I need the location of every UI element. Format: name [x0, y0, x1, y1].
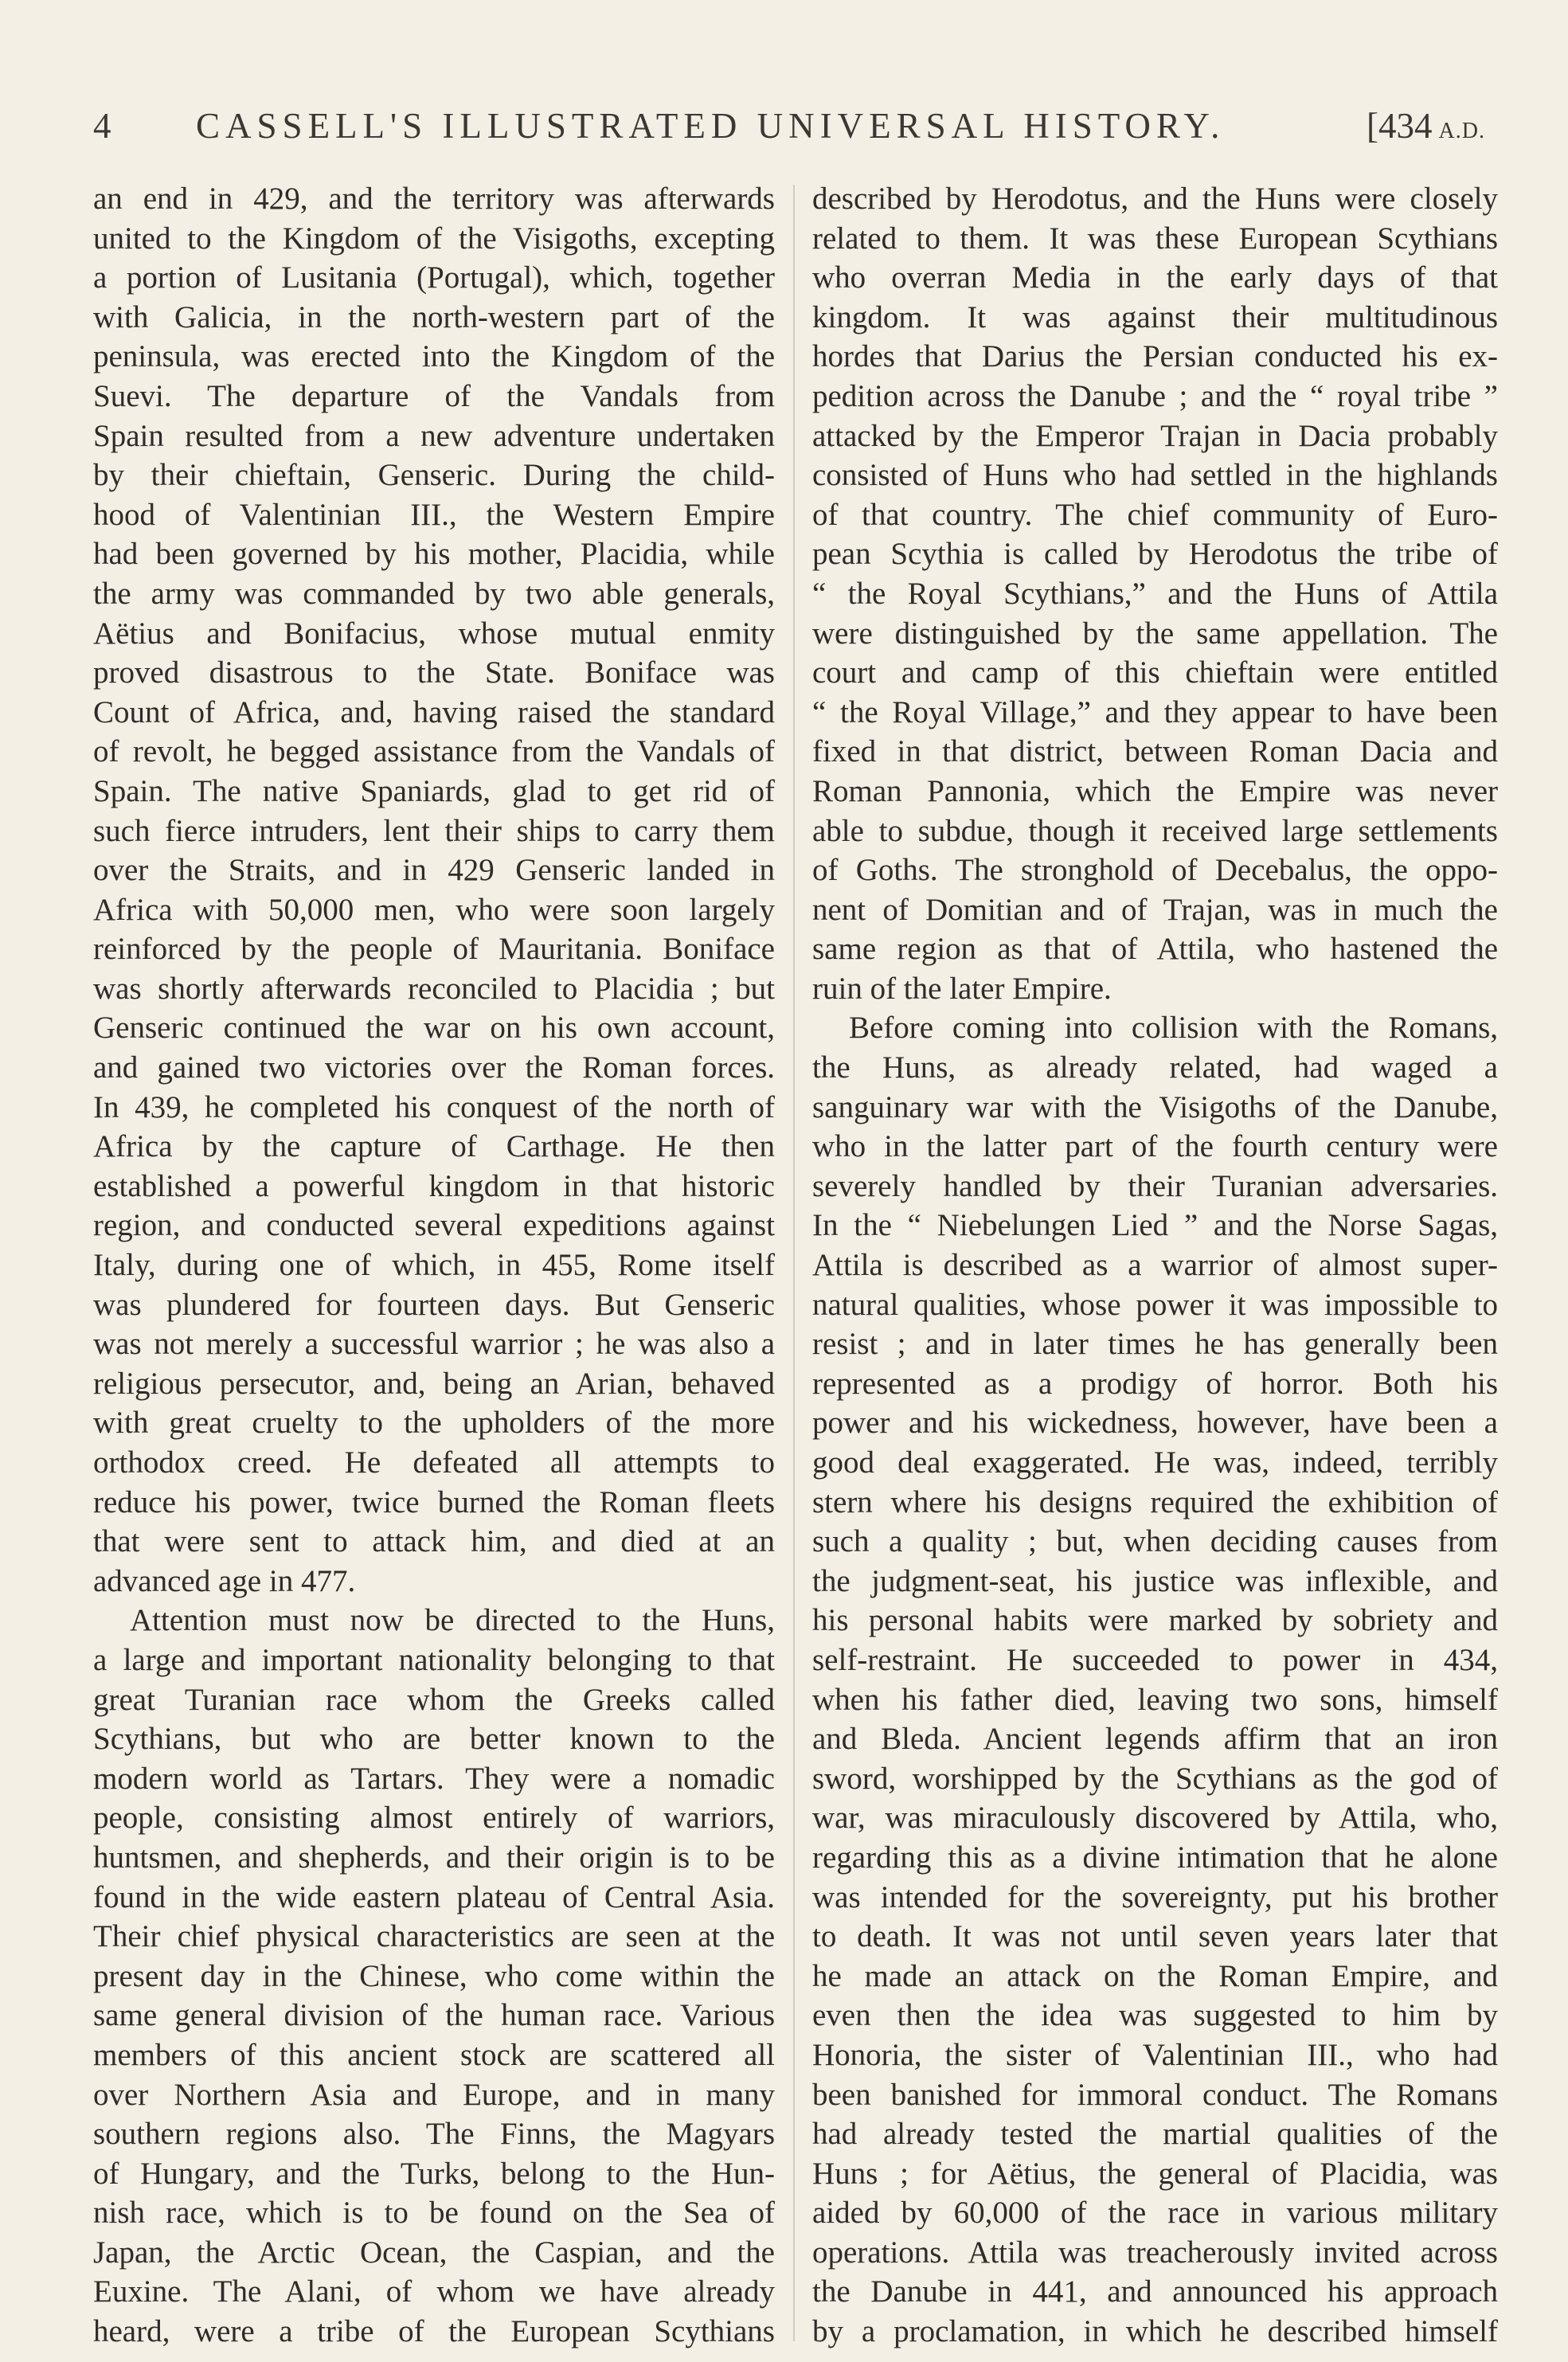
text-line	[812, 574, 1498, 614]
line-text: with Galicia, in the north-western part of the	[93, 299, 775, 334]
line-text: Scythians, but who are better known to the	[93, 1722, 775, 1757]
line-text: Their chief physical characteristics are seen at the	[93, 1919, 775, 1954]
line-text: sword, worshipped by the Scythians as the god of	[812, 1761, 1498, 1796]
text-line	[812, 1167, 1498, 1206]
text-line	[812, 1088, 1498, 1128]
running-date-era: A.D.	[1438, 119, 1485, 143]
line-text: was shortly afterwards reconciled to Placidia ; but	[93, 971, 775, 1006]
text-line	[812, 495, 1498, 535]
text-line	[93, 534, 775, 574]
line-text: good deal exaggerated. He was, indeed, terribly	[812, 1445, 1498, 1480]
line-text: Africa by the capture of Carthage. He then	[93, 1129, 775, 1164]
text-line	[93, 574, 775, 614]
text-line	[812, 258, 1498, 298]
line-text: fixed in that district, between Roman Dacia and	[812, 734, 1498, 769]
line-text: of revolt, he begged assistance from the Vandals of	[93, 734, 775, 769]
line-text: religious persecutor, and, being an Arian, behaved	[93, 1366, 775, 1401]
line-text: “ the Royal Village,” and they appear to have been	[812, 694, 1498, 729]
line-text: severely handled by their Turanian adversaries.	[812, 1168, 1498, 1203]
text-line	[93, 653, 775, 693]
line-text: Spain resulted from a new adventure undertaken	[93, 418, 775, 453]
line-text: an end in 429, and the territory was afterwards	[93, 182, 775, 216]
text-line	[93, 2114, 775, 2154]
line-text: natural qualities, whose power it was impossible to	[812, 1287, 1498, 1322]
line-text: power and his wickedness, however, have been a	[812, 1406, 1498, 1441]
line-text: same general division of the human race. Various	[93, 1998, 775, 2033]
text-line	[93, 1798, 775, 1838]
line-text: modern world as Tartars. They were a nomadic	[93, 1761, 775, 1796]
line-text: nent of Domitian and of Trajan, was in much the	[812, 892, 1498, 927]
text-line	[93, 2193, 775, 2233]
page-number: 4	[93, 106, 111, 146]
line-text: Roman Pannonia, which the Empire was never	[812, 773, 1498, 808]
line-text: by their chieftain, Genseric. During the child-	[93, 458, 775, 493]
text-line	[812, 1206, 1498, 1246]
text-line	[812, 2312, 1498, 2352]
line-text: the judgment-seat, his justice was inflexible, and	[812, 1563, 1498, 1598]
paragraph	[812, 179, 1498, 1008]
running-date	[1367, 108, 1485, 144]
line-text: Spain. The native Spaniards, glad to get rid of	[93, 773, 775, 808]
line-text: found in the wide eastern plateau of Central Asia.	[93, 1879, 775, 1914]
text-line	[812, 1957, 1498, 1996]
line-text: by a proclamation, in which he described himself	[812, 2314, 1498, 2349]
line-text: Italy, during one of which, in 455, Rome itself	[93, 1248, 775, 1283]
line-text: Before coming into collision with the Romans,	[849, 1011, 1498, 1046]
text-line	[93, 1206, 775, 1246]
line-text: a large and important nationality belonging to that	[93, 1642, 775, 1677]
running-title: CASSELL'S ILLUSTRATED UNIVERSAL HISTORY.	[196, 106, 1226, 146]
line-text: same region as that of Attila, who hastened the	[812, 932, 1498, 967]
text-line	[812, 1403, 1498, 1443]
line-text: hordes that Darius the Persian conducted his ex-	[812, 339, 1498, 374]
line-text: advanced age in 477.	[93, 1563, 356, 1598]
text-line	[812, 1048, 1498, 1088]
running-date-year: [434	[1367, 106, 1433, 146]
text-line	[93, 1719, 775, 1759]
text-line	[93, 1957, 775, 1996]
line-text: resist ; and in later times he has generally been	[812, 1327, 1498, 1362]
line-text: of that country. The chief community of Euro-	[812, 497, 1498, 532]
text-line	[812, 1759, 1498, 1799]
line-text: war, was miraculously discovered by Attila, who,	[812, 1801, 1498, 1836]
line-text: present day in the Chinese, who come within the	[93, 1958, 775, 1993]
text-line	[93, 1443, 775, 1483]
line-text: proved disastrous to the State. Boniface was	[93, 655, 775, 690]
line-text: Euxine. The Alani, of whom we have already	[93, 2274, 775, 2309]
line-text: over Northern Asia and Europe, and in many	[93, 2077, 775, 2112]
line-text: over the Straits, and in 429 Genseric landed in	[93, 853, 775, 888]
text-line	[812, 1878, 1498, 1918]
text-line	[812, 1324, 1498, 1364]
text-line	[812, 2272, 1498, 2312]
text-line	[93, 1167, 775, 1206]
text-line	[93, 179, 775, 219]
text-line	[812, 2075, 1498, 2115]
text-line	[812, 1917, 1498, 1957]
text-line	[812, 219, 1498, 259]
line-text: sanguinary war with the Visigoths of the Danube,	[812, 1089, 1498, 1124]
line-text: self-restraint. He succeeded to power in 434,	[812, 1642, 1498, 1677]
text-line	[812, 969, 1498, 1009]
line-text: with great cruelty to the upholders of the more	[93, 1406, 775, 1441]
text-line	[812, 1008, 1498, 1048]
text-line	[93, 2272, 775, 2312]
text-line	[93, 337, 775, 377]
text-line	[93, 1088, 775, 1128]
text-line	[93, 1562, 775, 1601]
line-text: Genseric continued the war on his own account,	[93, 1011, 775, 1046]
line-text: In 439, he completed his conquest of the north of	[93, 1089, 775, 1124]
line-text: his personal habits were marked by sobriety and	[812, 1603, 1498, 1638]
text-line	[93, 890, 775, 930]
line-text: was intended for the sovereignty, put his brother	[812, 1879, 1498, 1914]
text-line	[812, 1601, 1498, 1640]
line-text: of Hungary, and the Turks, belong to the Hun-	[93, 2156, 775, 2191]
text-line	[93, 1601, 775, 1640]
line-text: and Bleda. Ancient legends affirm that an iron	[812, 1722, 1498, 1757]
text-line	[812, 416, 1498, 456]
line-text: attacked by the Emperor Trajan in Dacia probably	[812, 418, 1498, 453]
text-line	[93, 1483, 775, 1523]
text-line	[93, 377, 775, 416]
text-line	[812, 851, 1498, 890]
text-line	[812, 653, 1498, 693]
line-text: related to them. It was these European Scythians	[812, 221, 1498, 256]
line-text: when his father died, leaving two sons, himself	[812, 1682, 1498, 1717]
right-column	[812, 179, 1498, 2352]
line-text: members of this ancient stock are scattered all	[93, 2037, 775, 2072]
text-line	[812, 2154, 1498, 2194]
line-text: orthodox creed. He defeated all attempts to	[93, 1445, 775, 1480]
text-line	[93, 2154, 775, 2194]
text-line	[93, 416, 775, 456]
text-line	[93, 1838, 775, 1878]
text-line	[812, 1364, 1498, 1404]
text-line	[93, 969, 775, 1009]
line-text: even then the idea was suggested to him by	[812, 1998, 1498, 2033]
line-text: who overran Media in the early days of that	[812, 260, 1498, 295]
line-text: that were sent to attack him, and died at an	[93, 1524, 775, 1559]
text-line	[93, 1640, 775, 1680]
text-line	[93, 1285, 775, 1325]
line-text: the army was commanded by two able generals,	[93, 576, 775, 611]
line-text: were distinguished by the same appellation. The	[812, 616, 1498, 651]
line-text: was plundered for fourteen days. But Genseric	[93, 1287, 775, 1322]
line-text: described by Herodotus, and the Huns were closely	[812, 182, 1498, 216]
text-line	[93, 219, 775, 259]
line-text: who in the latter part of the fourth century were	[812, 1129, 1498, 1164]
text-line	[93, 1048, 775, 1088]
line-text: court and camp of this chieftain were entitled	[812, 655, 1498, 690]
line-text: was not merely a successful warrior ; he was also a	[93, 1327, 775, 1362]
line-text: huntsmen, and shepherds, and their origin is to be	[93, 1840, 775, 1875]
text-line	[93, 929, 775, 969]
text-line	[93, 1996, 775, 2035]
text-line	[812, 2193, 1498, 2233]
line-text: he made an attack on the Roman Empire, and	[812, 1958, 1498, 1993]
text-line	[812, 1562, 1498, 1601]
text-line	[93, 1127, 775, 1167]
line-text: people, consisting almost entirely of warriors,	[93, 1801, 775, 1836]
text-line	[93, 2035, 775, 2075]
line-text: established a powerful kingdom in that historic	[93, 1168, 775, 1203]
line-text: had already tested the martial qualities of the	[812, 2117, 1498, 2152]
line-text: great Turanian race whom the Greeks called	[93, 1682, 775, 1717]
text-line	[812, 693, 1498, 733]
line-text: of Goths. The stronghold of Decebalus, the oppo-	[812, 853, 1498, 888]
text-line	[93, 1324, 775, 1364]
line-text: such fierce intruders, lent their ships to carry them	[93, 813, 775, 848]
text-line	[812, 377, 1498, 416]
text-line	[93, 2075, 775, 2115]
text-line	[812, 534, 1498, 574]
text-line	[812, 1640, 1498, 1680]
text-line	[812, 298, 1498, 338]
line-text: heard, were a tribe of the European Scythians	[93, 2314, 775, 2349]
line-text: peninsula, was erected into the Kingdom of the	[93, 339, 775, 374]
text-line	[812, 929, 1498, 969]
text-line	[812, 1522, 1498, 1562]
text-line	[93, 2233, 775, 2273]
text-line	[812, 179, 1498, 219]
text-line	[93, 1522, 775, 1562]
line-text: pedition across the Danube ; and the “ royal tribe ”	[812, 378, 1498, 413]
line-text: aided by 60,000 of the race in various military	[812, 2196, 1498, 2231]
line-text: nish race, which is to be found on the Sea of	[93, 2196, 775, 2231]
line-text: such a quality ; but, when deciding causes from	[812, 1524, 1498, 1559]
text-line	[812, 614, 1498, 654]
line-text: region, and conducted several expeditions against	[93, 1208, 775, 1243]
text-line	[812, 1443, 1498, 1483]
text-line	[812, 1483, 1498, 1523]
text-line	[812, 2233, 1498, 2273]
line-text: southern regions also. The Finns, the Magyars	[93, 2117, 775, 2152]
line-text: to death. It was not until seven years later that	[812, 1919, 1498, 1954]
line-text: Suevi. The departure of the Vandals from	[93, 378, 775, 413]
line-text: represented as a prodigy of horror. Both his	[812, 1366, 1498, 1401]
text-line	[812, 890, 1498, 930]
text-line	[93, 811, 775, 851]
line-text: operations. Attila was treacherously invited across	[812, 2235, 1498, 2270]
line-text: able to subdue, though it received large settlements	[812, 813, 1498, 848]
text-line	[93, 1917, 775, 1957]
text-line	[93, 614, 775, 654]
text-line	[93, 693, 775, 733]
text-line	[93, 2312, 775, 2352]
text-line	[812, 2114, 1498, 2154]
text-line	[93, 851, 775, 890]
line-text: Japan, the Arctic Ocean, the Caspian, and the	[93, 2235, 775, 2270]
text-line	[93, 1364, 775, 1404]
line-text: Count of Africa, and, having raised the standard	[93, 694, 775, 729]
column-divider	[793, 185, 795, 2341]
line-text: pean Scythia is called by Herodotus the tribe of	[812, 537, 1498, 572]
text-line	[812, 1838, 1498, 1878]
left-column	[93, 179, 775, 2352]
line-text: Africa with 50,000 men, who were soon largely	[93, 892, 775, 927]
line-text: Huns ; for Aëtius, the general of Placidia, was	[812, 2156, 1498, 2191]
text-line	[812, 1798, 1498, 1838]
line-text: kingdom. It was against their multitudinous	[812, 299, 1498, 334]
line-text: hood of Valentinian III., the Western Empire	[93, 497, 775, 532]
line-text: the Huns, as already related, had waged a	[812, 1050, 1498, 1085]
text-line	[93, 1008, 775, 1048]
line-text: “ the Royal Scythians,” and the Huns of Attila	[812, 576, 1498, 611]
line-text: Attention must now be directed to the Huns,	[130, 1603, 775, 1638]
text-line	[812, 732, 1498, 772]
text-line	[812, 1127, 1498, 1167]
line-text: reduce his power, twice burned the Roman fleets	[93, 1484, 775, 1519]
line-text: regarding this as a divine intimation that he alone	[812, 1840, 1498, 1875]
line-text: Honoria, the sister of Valentinian III., who had	[812, 2037, 1498, 2072]
text-line	[93, 298, 775, 338]
text-line	[812, 1719, 1498, 1759]
paragraph	[812, 1008, 1498, 2351]
text-line	[93, 732, 775, 772]
line-text: the Danube in 441, and announced his approach	[812, 2274, 1498, 2309]
text-line	[812, 1285, 1498, 1325]
paragraph	[93, 179, 775, 1601]
text-line	[812, 2035, 1498, 2075]
text-line	[93, 1680, 775, 1720]
line-text: a portion of Lusitania (Portugal), which, together	[93, 260, 775, 295]
line-text: stern where his designs required the exhibition of	[812, 1484, 1498, 1519]
line-text: united to the Kingdom of the Visigoths, excepting	[93, 221, 775, 256]
line-text: In the “ Niebelungen Lied ” and the Norse Sagas,	[812, 1208, 1498, 1243]
text-line	[812, 456, 1498, 495]
line-text: ruin of the later Empire.	[812, 971, 1112, 1006]
text-line	[93, 1759, 775, 1799]
text-line	[93, 495, 775, 535]
text-line	[812, 1680, 1498, 1720]
text-line	[812, 337, 1498, 377]
line-text: had been governed by his mother, Placidia, while	[93, 537, 775, 572]
line-text: consisted of Huns who had settled in the highlands	[812, 458, 1498, 493]
text-line	[93, 258, 775, 298]
paragraph	[93, 1601, 775, 2351]
line-text: Aëtius and Bonifacius, whose mutual enmity	[93, 616, 775, 651]
text-line	[812, 772, 1498, 811]
line-text: and gained two victories over the Roman forces.	[93, 1050, 775, 1085]
text-line	[93, 772, 775, 811]
line-text: reinforced by the people of Mauritania. Boniface	[93, 932, 775, 967]
text-line	[93, 1246, 775, 1285]
text-line	[93, 1878, 775, 1918]
text-line	[93, 1403, 775, 1443]
line-text: Attila is described as a warrior of almost super-	[812, 1248, 1498, 1283]
line-text: been banished for immoral conduct. The Romans	[812, 2077, 1498, 2112]
text-line	[812, 811, 1498, 851]
text-line	[93, 456, 775, 495]
text-line	[812, 1246, 1498, 1285]
text-line	[812, 1996, 1498, 2035]
